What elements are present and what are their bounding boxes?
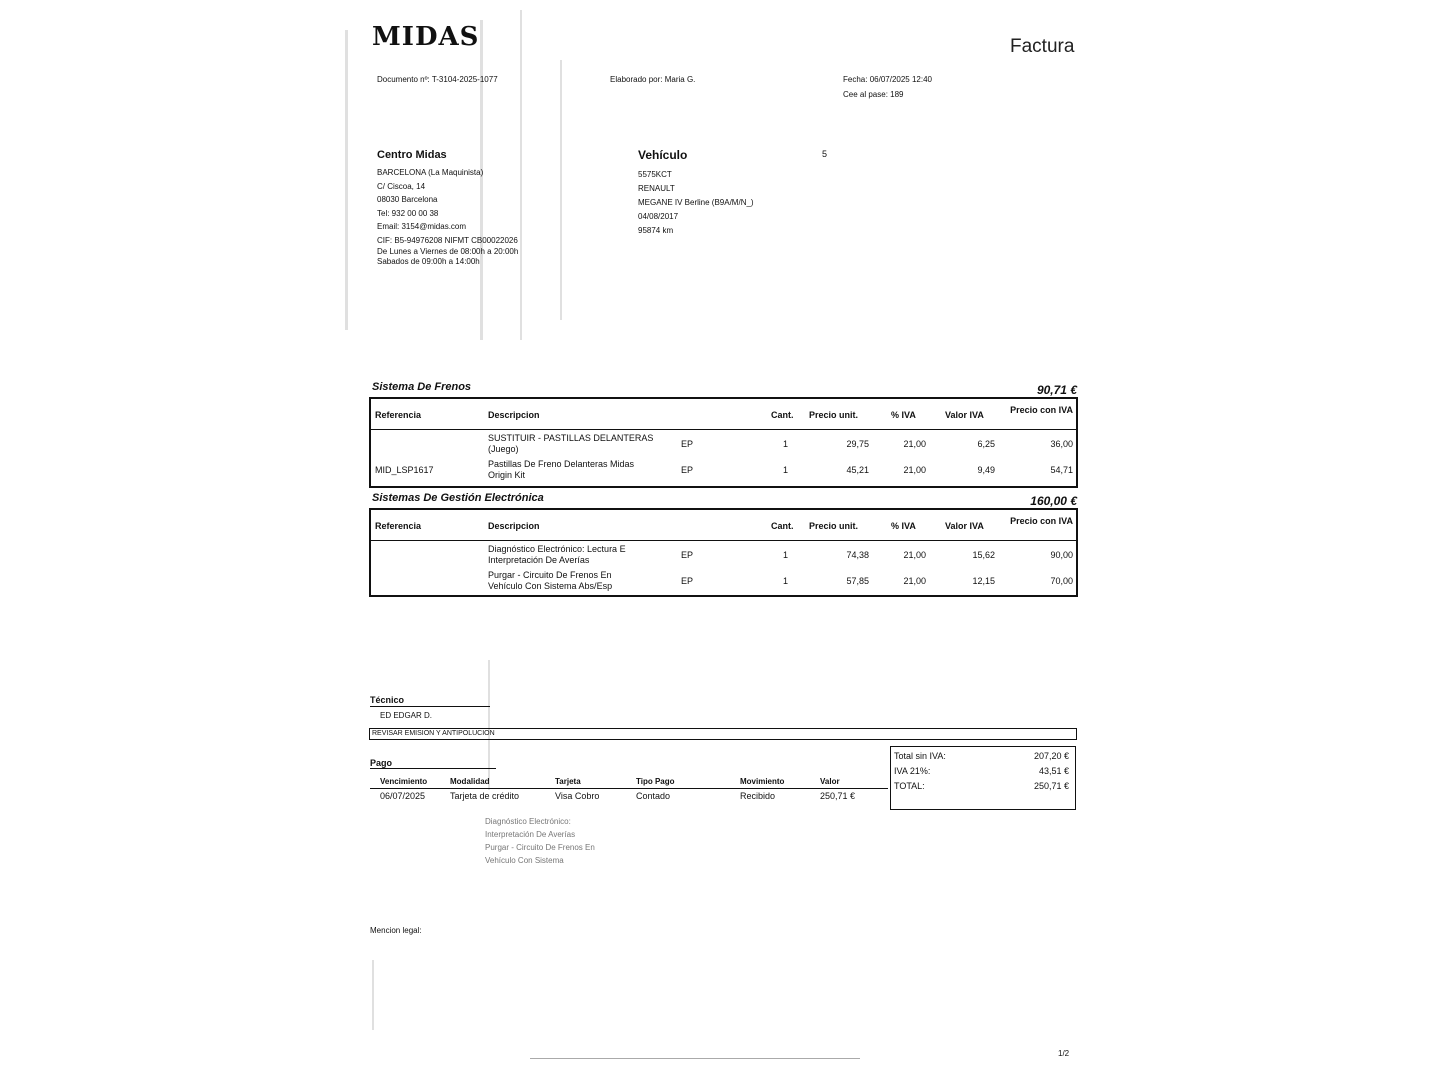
scan-noise bbox=[372, 960, 374, 1030]
row-tag: EP bbox=[681, 465, 694, 475]
row-unit-price: 57,85 bbox=[846, 576, 869, 586]
centre-line: Email: 3154@midas.com bbox=[377, 222, 467, 231]
table-row bbox=[371, 431, 1076, 457]
midas-logo: MIDAS bbox=[372, 22, 480, 52]
row-desc: Pastillas De Freno Delanteras Midas bbox=[488, 459, 635, 469]
line-items-table bbox=[369, 397, 1078, 488]
note-line: Vehículo Con Sistema bbox=[485, 856, 564, 865]
row-vat-pct: 21,00 bbox=[903, 465, 926, 475]
totals-box bbox=[890, 746, 1076, 810]
section-title: Sistemas De Gestión Electrónica bbox=[372, 492, 544, 504]
row-qty: 1 bbox=[783, 439, 789, 449]
row-ref: MID_LSP1617 bbox=[375, 465, 434, 475]
vehicle-title: Vehículo bbox=[638, 148, 688, 162]
row-desc: Purgar - Circuito De Frenos En bbox=[488, 570, 612, 580]
payment-type: Contado bbox=[636, 791, 671, 801]
table-row bbox=[371, 457, 1076, 485]
row-unit-price: 74,38 bbox=[846, 550, 869, 560]
line-items-table bbox=[369, 508, 1078, 597]
row-vat-pct: 21,00 bbox=[903, 439, 926, 449]
centre-line: CIF: B5-94976208 NIFMT CB00022026 bbox=[377, 235, 518, 245]
table-divider bbox=[371, 429, 1076, 430]
payment-method: Tarjeta de crédito bbox=[450, 791, 520, 801]
row-desc: SUSTITUIR - PASTILLAS DELANTERAS bbox=[488, 433, 654, 443]
scan-noise bbox=[345, 30, 348, 330]
row-vat-pct: 21,00 bbox=[903, 576, 926, 586]
technician-label: Técnico bbox=[370, 695, 405, 705]
row-vat-value: 9,49 bbox=[977, 465, 995, 475]
row-tag: EP bbox=[681, 550, 694, 560]
row-qty: 1 bbox=[783, 465, 789, 475]
payment-due-date: 06/07/2025 bbox=[380, 791, 426, 801]
vat-value: 43,51 € bbox=[1038, 766, 1069, 776]
row-qty: 1 bbox=[783, 576, 789, 586]
centre-title: Centro Midas bbox=[377, 149, 447, 161]
col-header: Referencia bbox=[375, 521, 422, 531]
doc-number: Documento nº: T-3104-2025-1077 bbox=[377, 75, 498, 84]
payment-col-header: Modalidad bbox=[450, 777, 490, 786]
payment-table bbox=[370, 774, 888, 804]
row-tag: EP bbox=[681, 576, 694, 586]
row-unit-price: 29,75 bbox=[846, 439, 869, 449]
col-header: Cant. bbox=[771, 410, 794, 420]
payment-col-header: Vencimiento bbox=[380, 777, 428, 786]
col-header: Valor IVA bbox=[945, 410, 984, 420]
row-qty: 1 bbox=[783, 550, 789, 560]
vehicle-line: 5575KCT bbox=[638, 170, 672, 179]
legal-label: Mencion legal: bbox=[370, 926, 422, 935]
km-value: Cee al pase: 189 bbox=[843, 90, 904, 99]
vehicle-line: RENAULT bbox=[638, 184, 675, 193]
vat-label: IVA 21%: bbox=[894, 766, 931, 776]
remarks-bar bbox=[369, 728, 1077, 740]
payment-col-header: Tipo Pago bbox=[636, 777, 675, 786]
row-vat-pct: 21,00 bbox=[903, 550, 926, 560]
note-line: Interpretación De Averías bbox=[485, 830, 576, 839]
issued-by: Elaborado por: Maria G. bbox=[610, 75, 696, 84]
total-label: TOTAL: bbox=[894, 781, 925, 791]
centre-line: Tel: 932 00 00 38 bbox=[377, 208, 439, 218]
row-tag: EP bbox=[681, 439, 694, 449]
row-desc: Vehículo Con Sistema Abs/Esp bbox=[488, 581, 613, 591]
table-row bbox=[371, 568, 1076, 596]
col-header: Precio unit. bbox=[809, 410, 859, 420]
col-header: Valor IVA bbox=[945, 521, 984, 531]
centre-line: Sabados de 09:00h a 14:00h bbox=[377, 257, 480, 266]
vehicle-line: 04/08/2017 bbox=[638, 212, 679, 221]
payment-movement: Recibido bbox=[740, 791, 776, 801]
col-header: Referencia bbox=[375, 410, 422, 420]
row-desc: Interpretación De Averías bbox=[488, 555, 590, 565]
row-vat-value: 15,62 bbox=[972, 550, 995, 560]
table-divider bbox=[371, 540, 1076, 541]
subtotal-value: 207,20 € bbox=[1033, 751, 1069, 761]
col-header: Precio unit. bbox=[809, 521, 859, 531]
row-vat-value: 6,25 bbox=[977, 439, 995, 449]
payment-col-header: Valor bbox=[820, 777, 840, 786]
invoice-date: Fecha: 06/07/2025 12:40 bbox=[843, 75, 932, 84]
centre-line: BARCELONA (La Maquinista) bbox=[377, 168, 484, 177]
centre-line: De Lunes a Viernes de 08:00h a 20:00h bbox=[377, 247, 519, 256]
page-number: 1/2 bbox=[1058, 1049, 1070, 1058]
col-header: Descripcion bbox=[488, 410, 540, 420]
note-line: Purgar - Circuito De Frenos En bbox=[485, 843, 595, 852]
note-line: Diagnóstico Electrónico: bbox=[485, 817, 571, 826]
section-title: Sistema De Frenos bbox=[372, 381, 472, 393]
scan-noise bbox=[520, 10, 522, 340]
vehicle-details bbox=[638, 168, 754, 238]
row-total: 90,00 bbox=[1050, 550, 1073, 560]
payment-col-header: Movimiento bbox=[740, 777, 785, 786]
remarks-text: REVISAR EMISION Y ANTIPOLUCION bbox=[372, 730, 495, 737]
row-desc: (Juego) bbox=[488, 444, 519, 454]
vehicle-line: MEGANE IV Berline (B9A/M/N_) bbox=[638, 198, 754, 207]
scan-noise bbox=[560, 60, 562, 320]
total-value: 250,71 € bbox=[1033, 781, 1069, 791]
centre-line: C/ Ciscoa, 14 bbox=[377, 181, 426, 191]
row-vat-value: 12,15 bbox=[972, 576, 995, 586]
row-desc: Origin Kit bbox=[488, 470, 526, 480]
footer-line bbox=[530, 1058, 860, 1059]
centre-line: 08030 Barcelona bbox=[377, 195, 438, 204]
payment-notes bbox=[485, 815, 595, 867]
col-header: Descripcion bbox=[488, 521, 540, 531]
payment-value: 250,71 € bbox=[820, 791, 856, 801]
section-total: 160,00 € bbox=[1030, 494, 1077, 508]
row-unit-price: 45,21 bbox=[846, 465, 869, 475]
row-desc: Diagnóstico Electrónico: Lectura E bbox=[488, 544, 626, 554]
document-title: Factura bbox=[1010, 36, 1075, 57]
row-total: 36,00 bbox=[1050, 439, 1073, 449]
technician-underline bbox=[370, 706, 490, 707]
payment-underline bbox=[370, 768, 496, 769]
col-header: % IVA bbox=[891, 521, 916, 531]
row-total: 70,00 bbox=[1050, 576, 1073, 586]
vehicle-line: 95874 km bbox=[638, 226, 674, 235]
payment-title: Pago bbox=[370, 758, 393, 768]
col-header: Cant. bbox=[771, 521, 794, 531]
vehicle-code: 5 bbox=[822, 149, 828, 159]
payment-card: Visa Cobro bbox=[555, 791, 600, 801]
col-header: Precio con IVA bbox=[1010, 405, 1073, 415]
subtotal-label: Total sin IVA: bbox=[894, 751, 946, 761]
section-total: 90,71 € bbox=[1036, 383, 1077, 397]
row-total: 54,71 bbox=[1050, 465, 1073, 475]
table-row bbox=[371, 542, 1076, 568]
scan-noise bbox=[488, 660, 490, 790]
technician-name: ED EDGAR D. bbox=[380, 711, 433, 720]
centre-address bbox=[377, 166, 518, 267]
payment-col-header: Tarjeta bbox=[555, 777, 581, 786]
col-header: % IVA bbox=[891, 410, 916, 420]
col-header: Precio con IVA bbox=[1010, 516, 1073, 526]
payment-divider bbox=[370, 788, 888, 789]
